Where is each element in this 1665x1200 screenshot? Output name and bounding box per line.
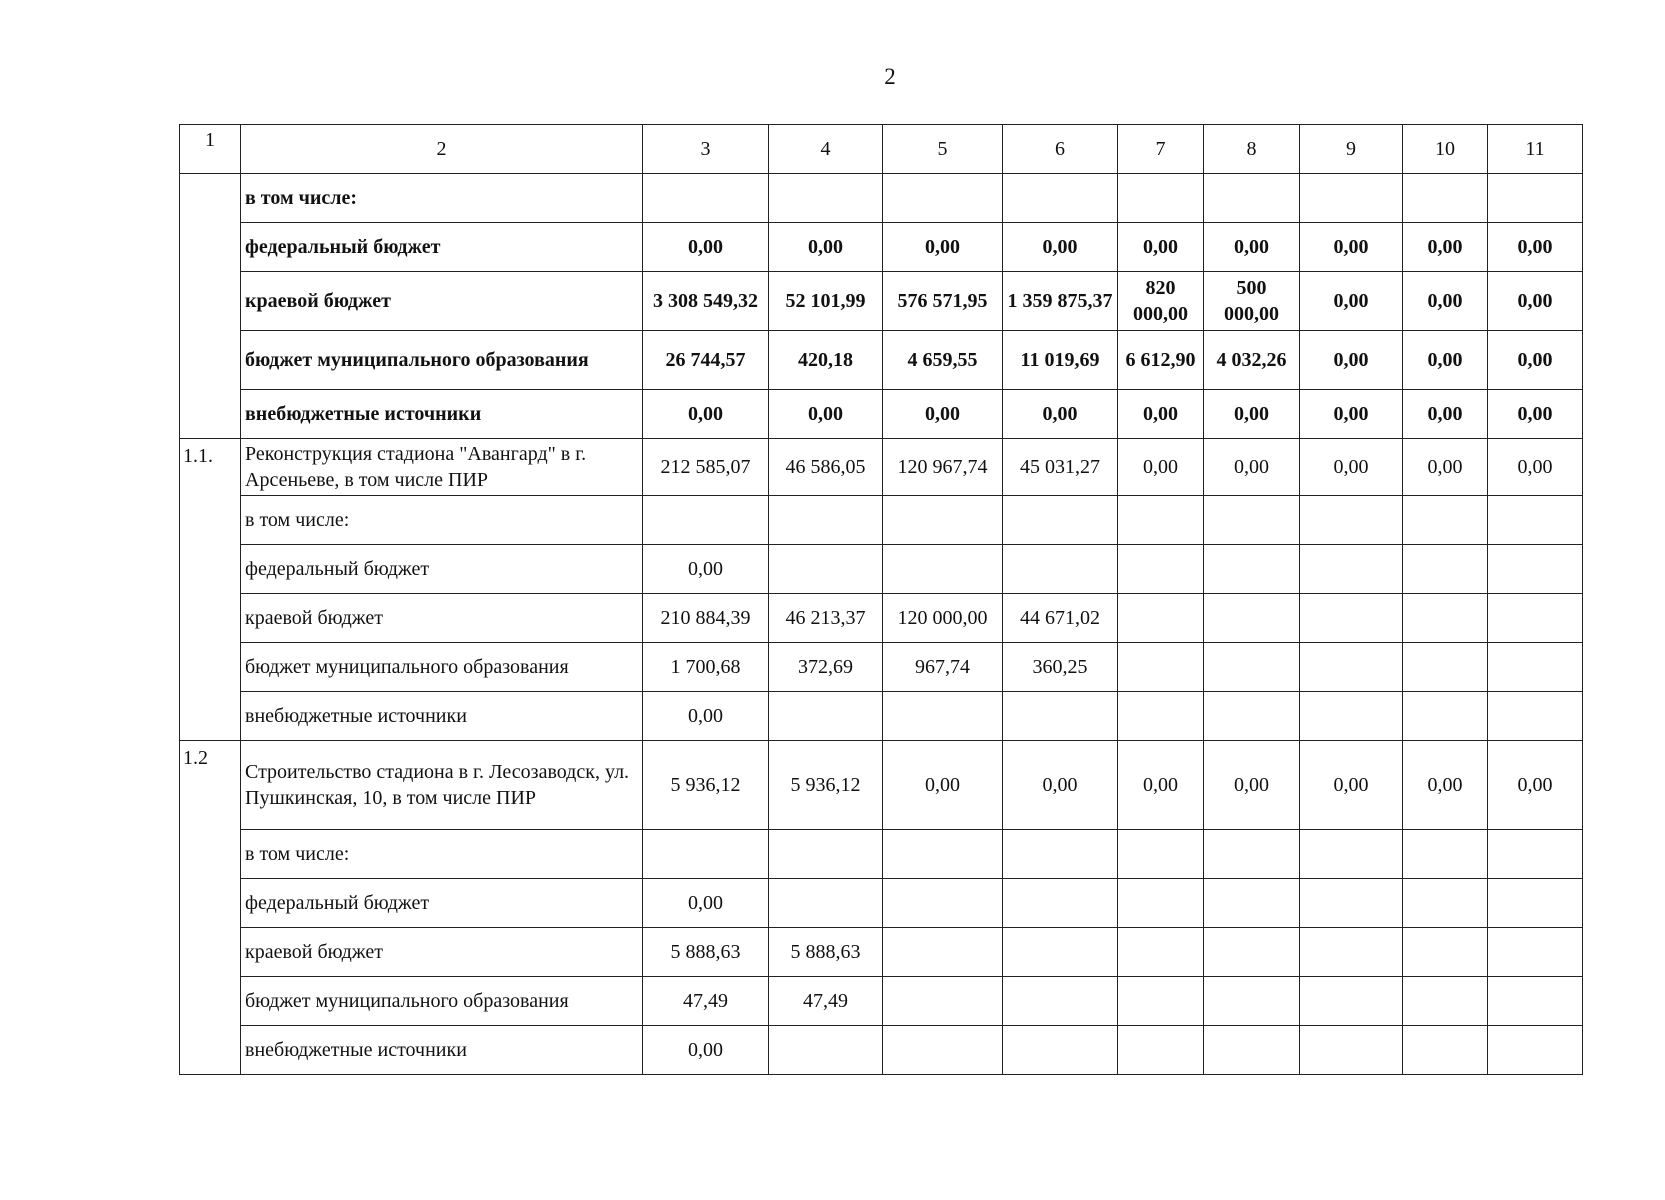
- value-cell: 47,49: [643, 977, 769, 1026]
- value-cell: 0,00: [1488, 390, 1583, 439]
- value-cell: 3 308 549,32: [643, 272, 769, 331]
- value-cell: 212 585,07: [643, 439, 769, 496]
- value-cell: [1403, 928, 1488, 977]
- row-label: в том числе:: [241, 496, 643, 545]
- value-cell: 420,18: [769, 331, 883, 390]
- section-title-row: [180, 439, 1583, 496]
- row-label: в том числе:: [241, 174, 643, 223]
- value-cell: 0,00: [769, 223, 883, 272]
- value-cell: [1204, 545, 1300, 594]
- row-label: краевой бюджет: [241, 928, 643, 977]
- value-cell: [883, 879, 1003, 928]
- value-cell: 1 359 875,37: [1003, 272, 1118, 331]
- value-cell: [1488, 643, 1583, 692]
- value-cell: 0,00: [1403, 390, 1488, 439]
- value-cell: [1204, 830, 1300, 879]
- row-label: внебюджетные источники: [241, 692, 643, 741]
- value-cell: 0,00: [1488, 223, 1583, 272]
- value-cell: 0,00: [1488, 741, 1583, 830]
- row-label: краевой бюджет: [241, 272, 643, 331]
- table-row: [180, 390, 1583, 439]
- row-label: бюджет муниципального образования: [241, 331, 643, 390]
- value-cell: 0,00: [1204, 223, 1300, 272]
- value-cell: [1403, 496, 1488, 545]
- table-row: [180, 174, 1583, 223]
- value-cell: 5 888,63: [643, 928, 769, 977]
- value-cell: 0,00: [643, 879, 769, 928]
- row-label: федеральный бюджет: [241, 545, 643, 594]
- value-cell: 5 936,12: [769, 741, 883, 830]
- header-row: [180, 125, 1583, 174]
- value-cell: [1300, 977, 1403, 1026]
- column-number: 5: [883, 125, 1003, 174]
- item-number: 1.2: [180, 741, 241, 1075]
- value-cell: [769, 174, 883, 223]
- value-cell: 0,00: [643, 692, 769, 741]
- value-cell: [1003, 692, 1118, 741]
- table-row: [180, 977, 1583, 1026]
- row-label: внебюджетные источники: [241, 390, 643, 439]
- value-cell: [1403, 692, 1488, 741]
- value-cell: 1 700,68: [643, 643, 769, 692]
- value-cell: [1003, 830, 1118, 879]
- value-cell: [769, 830, 883, 879]
- value-cell: [1204, 692, 1300, 741]
- value-cell: [1118, 692, 1204, 741]
- value-cell: [643, 174, 769, 223]
- value-cell: [769, 1026, 883, 1075]
- column-number: 3: [643, 125, 769, 174]
- value-cell: [883, 977, 1003, 1026]
- value-cell: [1204, 174, 1300, 223]
- value-cell: [1300, 545, 1403, 594]
- value-cell: 0,00: [1003, 223, 1118, 272]
- value-cell: 0,00: [1300, 390, 1403, 439]
- value-cell: 0,00: [643, 390, 769, 439]
- value-cell: [1003, 174, 1118, 223]
- value-cell: [1118, 977, 1204, 1026]
- value-cell: [1118, 174, 1204, 223]
- value-cell: [1300, 928, 1403, 977]
- value-cell: [1003, 545, 1118, 594]
- value-cell: [769, 692, 883, 741]
- value-cell: 0,00: [883, 741, 1003, 830]
- column-number: 10: [1403, 125, 1488, 174]
- value-cell: [1403, 174, 1488, 223]
- value-cell: 4 659,55: [883, 331, 1003, 390]
- value-cell: 4 032,26: [1204, 331, 1300, 390]
- section-title-row: [180, 741, 1583, 830]
- value-cell: 0,00: [1488, 439, 1583, 496]
- value-cell: 5 888,63: [769, 928, 883, 977]
- table-row: [180, 223, 1583, 272]
- value-cell: [1003, 879, 1118, 928]
- value-cell: 0,00: [1204, 741, 1300, 830]
- table-row: [180, 692, 1583, 741]
- value-cell: [1118, 594, 1204, 643]
- item-title: Реконструкция стадиона "Авангард" в г. Арсеньеве, в том числе ПИР: [241, 439, 643, 496]
- value-cell: 0,00: [1403, 331, 1488, 390]
- table-row: [180, 331, 1583, 390]
- table-row: [180, 594, 1583, 643]
- table-row: [180, 928, 1583, 977]
- row-label: бюджет муниципального образования: [241, 977, 643, 1026]
- value-cell: 120 000,00: [883, 594, 1003, 643]
- column-number: 4: [769, 125, 883, 174]
- value-cell: 210 884,39: [643, 594, 769, 643]
- value-cell: [1300, 174, 1403, 223]
- value-cell: 0,00: [1300, 741, 1403, 830]
- table-row: [180, 643, 1583, 692]
- value-cell: 0,00: [1403, 741, 1488, 830]
- table-row: [180, 272, 1583, 331]
- value-cell: 0,00: [1300, 272, 1403, 331]
- value-cell: [769, 496, 883, 545]
- value-cell: 52 101,99: [769, 272, 883, 331]
- value-cell: [1300, 594, 1403, 643]
- value-cell: 0,00: [1003, 741, 1118, 830]
- row-label: внебюджетные источники: [241, 1026, 643, 1075]
- table-row: [180, 830, 1583, 879]
- value-cell: [1488, 545, 1583, 594]
- item-number: [180, 174, 241, 439]
- value-cell: [1003, 1026, 1118, 1075]
- column-number: 11: [1488, 125, 1583, 174]
- value-cell: [1118, 643, 1204, 692]
- row-label: федеральный бюджет: [241, 223, 643, 272]
- value-cell: [1488, 174, 1583, 223]
- value-cell: [1488, 496, 1583, 545]
- value-cell: 820 000,00: [1118, 272, 1204, 331]
- value-cell: [1204, 879, 1300, 928]
- column-number: 1: [180, 125, 241, 174]
- value-cell: 0,00: [1118, 439, 1204, 496]
- value-cell: [1118, 496, 1204, 545]
- value-cell: 0,00: [1300, 439, 1403, 496]
- value-cell: [1488, 830, 1583, 879]
- value-cell: [1403, 879, 1488, 928]
- value-cell: [769, 879, 883, 928]
- row-label: бюджет муниципального образования: [241, 643, 643, 692]
- value-cell: 44 671,02: [1003, 594, 1118, 643]
- value-cell: 5 936,12: [643, 741, 769, 830]
- value-cell: [1488, 594, 1583, 643]
- value-cell: 45 031,27: [1003, 439, 1118, 496]
- page-number: 2: [884, 64, 896, 89]
- value-cell: [1204, 496, 1300, 545]
- value-cell: 0,00: [1403, 439, 1488, 496]
- value-cell: [883, 692, 1003, 741]
- column-number: 2: [241, 125, 643, 174]
- value-cell: [883, 830, 1003, 879]
- value-cell: [1488, 977, 1583, 1026]
- value-cell: 372,69: [769, 643, 883, 692]
- value-cell: [1204, 643, 1300, 692]
- value-cell: [1488, 879, 1583, 928]
- value-cell: [643, 830, 769, 879]
- value-cell: 0,00: [643, 1026, 769, 1075]
- value-cell: 0,00: [1403, 223, 1488, 272]
- value-cell: 500 000,00: [1204, 272, 1300, 331]
- value-cell: [1118, 928, 1204, 977]
- column-number: 8: [1204, 125, 1300, 174]
- value-cell: 0,00: [1003, 390, 1118, 439]
- value-cell: [1118, 879, 1204, 928]
- value-cell: 0,00: [769, 390, 883, 439]
- value-cell: [1403, 1026, 1488, 1075]
- value-cell: 0,00: [1118, 741, 1204, 830]
- row-label: краевой бюджет: [241, 594, 643, 643]
- value-cell: [1003, 496, 1118, 545]
- value-cell: [1300, 1026, 1403, 1075]
- value-cell: 26 744,57: [643, 331, 769, 390]
- value-cell: 0,00: [1300, 223, 1403, 272]
- value-cell: [1403, 643, 1488, 692]
- value-cell: 47,49: [769, 977, 883, 1026]
- item-number: 1.1.: [180, 439, 241, 741]
- value-cell: [1403, 977, 1488, 1026]
- value-cell: 46 213,37: [769, 594, 883, 643]
- value-cell: [883, 545, 1003, 594]
- value-cell: 6 612,90: [1118, 331, 1204, 390]
- value-cell: 0,00: [883, 390, 1003, 439]
- value-cell: 46 586,05: [769, 439, 883, 496]
- value-cell: [1003, 977, 1118, 1026]
- value-cell: 967,74: [883, 643, 1003, 692]
- value-cell: 0,00: [883, 223, 1003, 272]
- row-label: в том числе:: [241, 830, 643, 879]
- budget-table: [179, 124, 1583, 1075]
- value-cell: 0,00: [1204, 390, 1300, 439]
- value-cell: [1300, 496, 1403, 545]
- value-cell: [1300, 643, 1403, 692]
- value-cell: [1003, 928, 1118, 977]
- value-cell: [883, 1026, 1003, 1075]
- value-cell: [883, 174, 1003, 223]
- value-cell: 0,00: [1118, 223, 1204, 272]
- value-cell: [1118, 545, 1204, 594]
- value-cell: [1403, 594, 1488, 643]
- value-cell: [1403, 545, 1488, 594]
- table-row: [180, 545, 1583, 594]
- value-cell: [1204, 977, 1300, 1026]
- table-row: [180, 879, 1583, 928]
- value-cell: [643, 496, 769, 545]
- column-number: 6: [1003, 125, 1118, 174]
- value-cell: [1488, 692, 1583, 741]
- item-title: Строительство стадиона в г. Лесозаводск, ул. Пушкинская, 10, в том числе ПИР: [241, 741, 643, 830]
- column-number: 9: [1300, 125, 1403, 174]
- value-cell: 0,00: [1118, 390, 1204, 439]
- value-cell: [1204, 594, 1300, 643]
- table-row: [180, 496, 1583, 545]
- value-cell: [769, 545, 883, 594]
- value-cell: 0,00: [1204, 439, 1300, 496]
- value-cell: [1300, 692, 1403, 741]
- value-cell: 0,00: [643, 545, 769, 594]
- value-cell: 0,00: [1403, 272, 1488, 331]
- value-cell: [1204, 928, 1300, 977]
- value-cell: 0,00: [1488, 272, 1583, 331]
- value-cell: 576 571,95: [883, 272, 1003, 331]
- value-cell: 0,00: [643, 223, 769, 272]
- value-cell: [1403, 830, 1488, 879]
- value-cell: [1300, 879, 1403, 928]
- value-cell: 360,25: [1003, 643, 1118, 692]
- value-cell: [883, 496, 1003, 545]
- value-cell: [1204, 1026, 1300, 1075]
- table-row: [180, 1026, 1583, 1075]
- value-cell: [1488, 1026, 1583, 1075]
- value-cell: [1118, 1026, 1204, 1075]
- value-cell: [1300, 830, 1403, 879]
- value-cell: 0,00: [1488, 331, 1583, 390]
- value-cell: [1488, 928, 1583, 977]
- row-label: федеральный бюджет: [241, 879, 643, 928]
- column-number: 7: [1118, 125, 1204, 174]
- value-cell: 0,00: [1300, 331, 1403, 390]
- value-cell: [1118, 830, 1204, 879]
- value-cell: [883, 928, 1003, 977]
- value-cell: 11 019,69: [1003, 331, 1118, 390]
- value-cell: 120 967,74: [883, 439, 1003, 496]
